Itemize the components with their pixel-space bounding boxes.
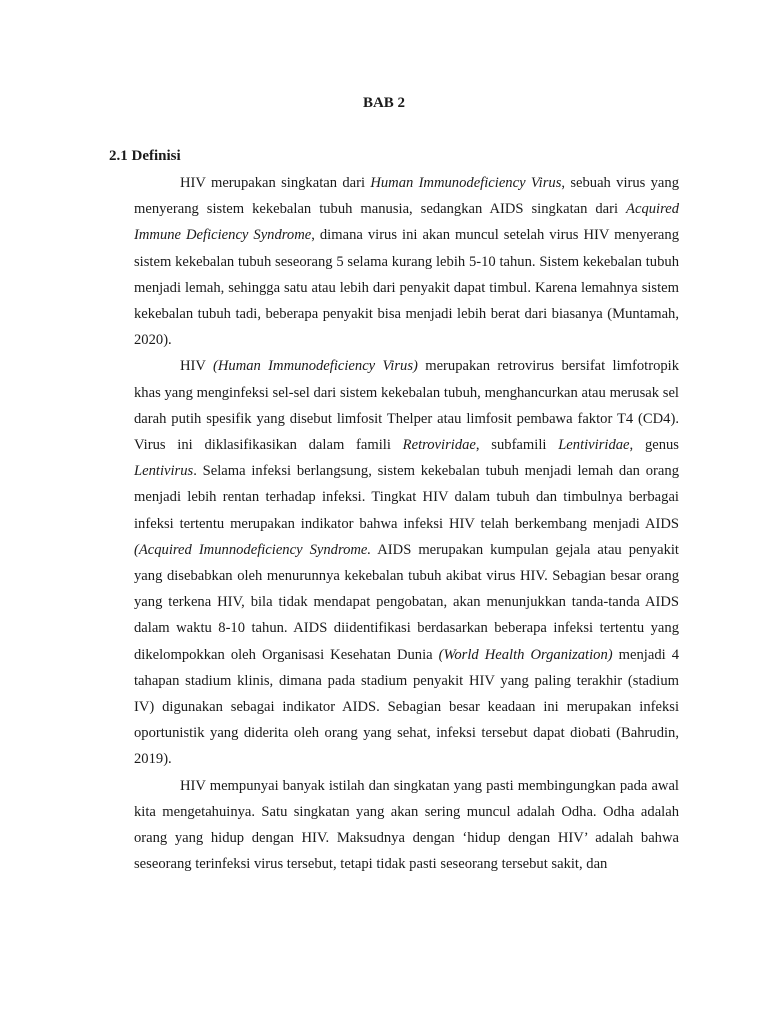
text-run: HIV mempunyai banyak istilah dan singkatan yang pasti membingungkan pada awal kita mengetahuinya. Satu singkatan yang akan sering muncul adalah Odha. Odha adalah orang yang hidup dengan HIV. Maksudnya dengan ‘hidup dengan HIV’ adalah bahwa seseorang terinfeksi virus tersebut, tetapi tidak pasti seseorang tersebut sakit, dan bbox=[134, 777, 679, 873]
text-run: , dimana virus ini akan muncul setelah virus HIV menyerang sistem kekebalan tubuh seseorang 5 selama kurang lebih 5-10 tahun. Sistem kekebalan tubuh menjadi lemah, sehingga satu atau lebih dari penyakit dapat timbul. Karena lemahnya sistem kekebalan tubuh tadi, beberapa penyakit bisa menjadi lebih berat dari biasanya (Muntamah, 2020). bbox=[134, 227, 679, 349]
paragraph bbox=[134, 170, 679, 353]
text-run: HIV bbox=[180, 358, 214, 375]
text-run: AIDS merupakan kumpulan gejala atau penyakit yang disebabkan oleh menurunnya kekebalan tubuh akibat virus HIV. Sebagian besar orang yang terkena HIV, bila tidak mendapat pengobatan, akan menunjukkan tanda-tanda AIDS dalam waktu 8-10 tahun. AIDS diidentifikasi berdasarkan beberapa infeksi tertentu yang dikelompokkan oleh Organisasi Kesehatan Dunia bbox=[134, 541, 679, 663]
text-run-italic: Acquired Immune Deficiency Syndrome bbox=[134, 201, 679, 244]
text-run: HIV merupakan singkatan dari bbox=[180, 175, 371, 191]
paragraph bbox=[134, 773, 679, 878]
text-run-italic: Human Immunodeficiency Virus bbox=[370, 175, 562, 191]
text-run-italic: Lentivirus bbox=[134, 463, 194, 480]
paragraph bbox=[134, 353, 679, 772]
text-run: , subfamili bbox=[475, 437, 559, 454]
body-text bbox=[134, 170, 679, 877]
text-run: . Selama infeksi berlangsung, sistem kekebalan tubuh menjadi lemah dan orang menjadi lebih rentan terhadap infeksi. Tingkat HIV dalam tubuh dan timbulnya berbagai infeksi tertentu merupakan indikator bahwa infeksi HIV telah berkembang menjadi AIDS bbox=[134, 463, 679, 532]
text-run: menjadi 4 tahapan stadium klinis, dimana pada stadium penyakit HIV yang paling terakhir (stadium IV) digunakan sebagai indikator AIDS. Sebagian besar keadaan ini merupakan infeksi oportunistik yang diderita oleh orang yang sehat, infeksi tersebut dapat diobati (Bahrudin, 2019). bbox=[134, 646, 679, 768]
text-run-italic: (Acquired Imunnodeficiency Syndrome. bbox=[134, 541, 372, 558]
section-heading: 2.1 Definisi bbox=[109, 148, 181, 164]
text-run-italic: (Human Immunodeficiency Virus) bbox=[213, 358, 418, 375]
text-run-italic: Lentiviridae bbox=[558, 437, 630, 454]
text-run: , genus bbox=[629, 437, 679, 454]
text-run: merupakan retrovirus bersifat limfotropik khas yang menginfeksi sel-sel dari sistem kekebalan tubuh, menghancurkan atau merusak sel darah putih spesifik yang disebut limfosit Thelper atau limfosit pembawa faktor T4 (CD4). Virus ini diklasifikasikan dalam famili bbox=[134, 358, 680, 454]
text-run-italic: Retroviridae bbox=[402, 437, 476, 454]
chapter-title: BAB 2 bbox=[362, 95, 406, 111]
text-run: , sebuah virus yang menyerang sistem kekebalan tubuh manusia, sedangkan AIDS singkatan dari bbox=[134, 175, 680, 218]
text-run-italic: (World Health Organization) bbox=[438, 646, 613, 663]
